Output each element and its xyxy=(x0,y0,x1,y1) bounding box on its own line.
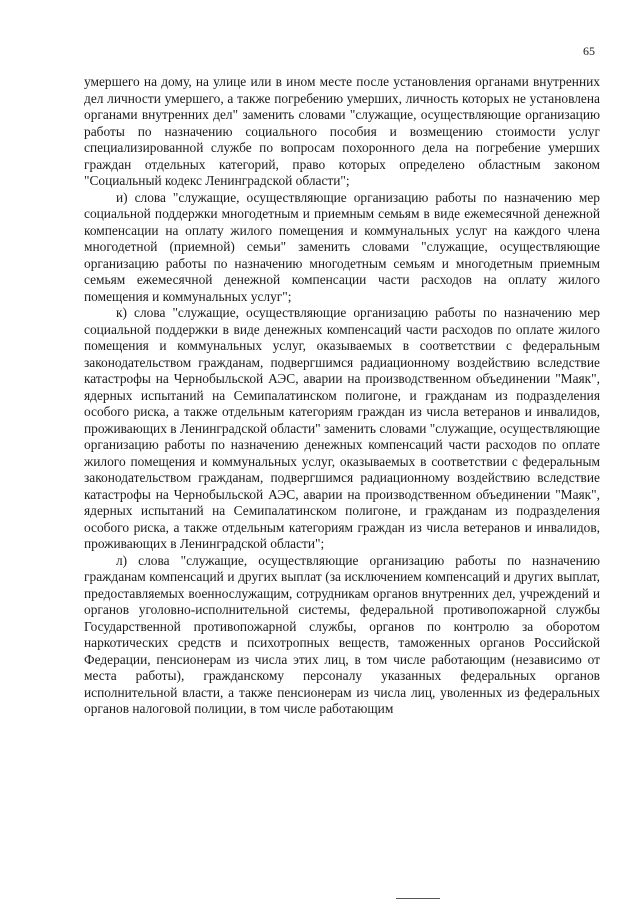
paragraph-item-l: л) слова "служащие, осуществляющие организацию работы по назначению гражданам компенсаций и других выплат (за исключением компенсаций и других выплат, предоставляемых военнослужащим, сотрудникам органов внутренних дел, учреждений и органов уголовно-исполнительной системы, федеральной противопожарной службы Государственной противопожарной службы, органов по контролю за оборотом наркотических средств и психотропных веществ, таможенных органов Российской Федерации, пенсионерам из числа этих лиц, в том числе работающим (независимо от места работы), гражданскому персоналу указанных федеральных органов исполнительной власти, а также пенсионерам из числа лиц, уволенных из федеральных органов налоговой полиции, в том числе работающим xyxy=(84,552,600,716)
paragraph-item-k: к) слова "служащие, осуществляющие организацию работы по назначению мер социальной поддержки в виде денежных компенсаций части расходов по оплате жилого помещения и коммунальных услуг, оказываемых в соответствии с федеральным законодательством гражданам, подвергшимся радиационному воздействию вследствие катастрофы на Чернобыльской АЭС, аварии на производственном объединении "Маяк", ядерных испытаний на Семипалатинском полигоне, и гражданам из подразделения особого риска, а также отдельным категориям граждан из числа ветеранов и инвалидов, проживающих в Ленинградской области" заменить словами "служащие, осуществляющие организацию работы по назначению денежных компенсаций части расходов по оплате жилого помещения и коммунальных услуг, оказываемых в соответствии с федеральным законодательством гражданам, подвергшимся радиационному воздействию вследствие катастрофы на Чернобыльской АЭС, аварии на производственном объединении "Маяк", ядерных испытаний на Семипалатинском полигоне, и гражданам из подразделения особого риска, а также отдельным категориям граждан из числа ветеранов и инвалидов, проживающих в Ленинградской области"; xyxy=(84,305,600,551)
page-number: 65 xyxy=(583,44,595,58)
bottom-rule xyxy=(396,898,440,899)
document-body xyxy=(84,74,600,718)
paragraph-continuation: умершего на дому, на улице или в ином месте после установления органами внутренних дел личности умершего, а также погребению умерших, личность которых не установлена органами внутренних дел" заменить словами "служащие, осуществляющие организацию работы по назначению социального пособия и возмещению стоимости услуг специализированной службе по вопросам похоронного дела на погребение умерших граждан отдельных категорий, право которых определено областным законом "Социальный кодекс Ленинградской области"; xyxy=(84,74,600,188)
paragraph-item-i: и) слова "служащие, осуществляющие организацию работы по назначению мер социальной поддержки многодетным и приемным семьям в виде ежемесячной денежной компенсации на оплату жилого помещения и коммунальных услуг на каждого члена многодетной (приемной) семьи" заменить словами "служащие, осуществляющие организацию работы по назначению многодетным семьям и многодетным приемным семьям ежемесячной денежной компенсации части расходов на оплату жилого помещения и коммунальных услуг"; xyxy=(84,189,600,304)
